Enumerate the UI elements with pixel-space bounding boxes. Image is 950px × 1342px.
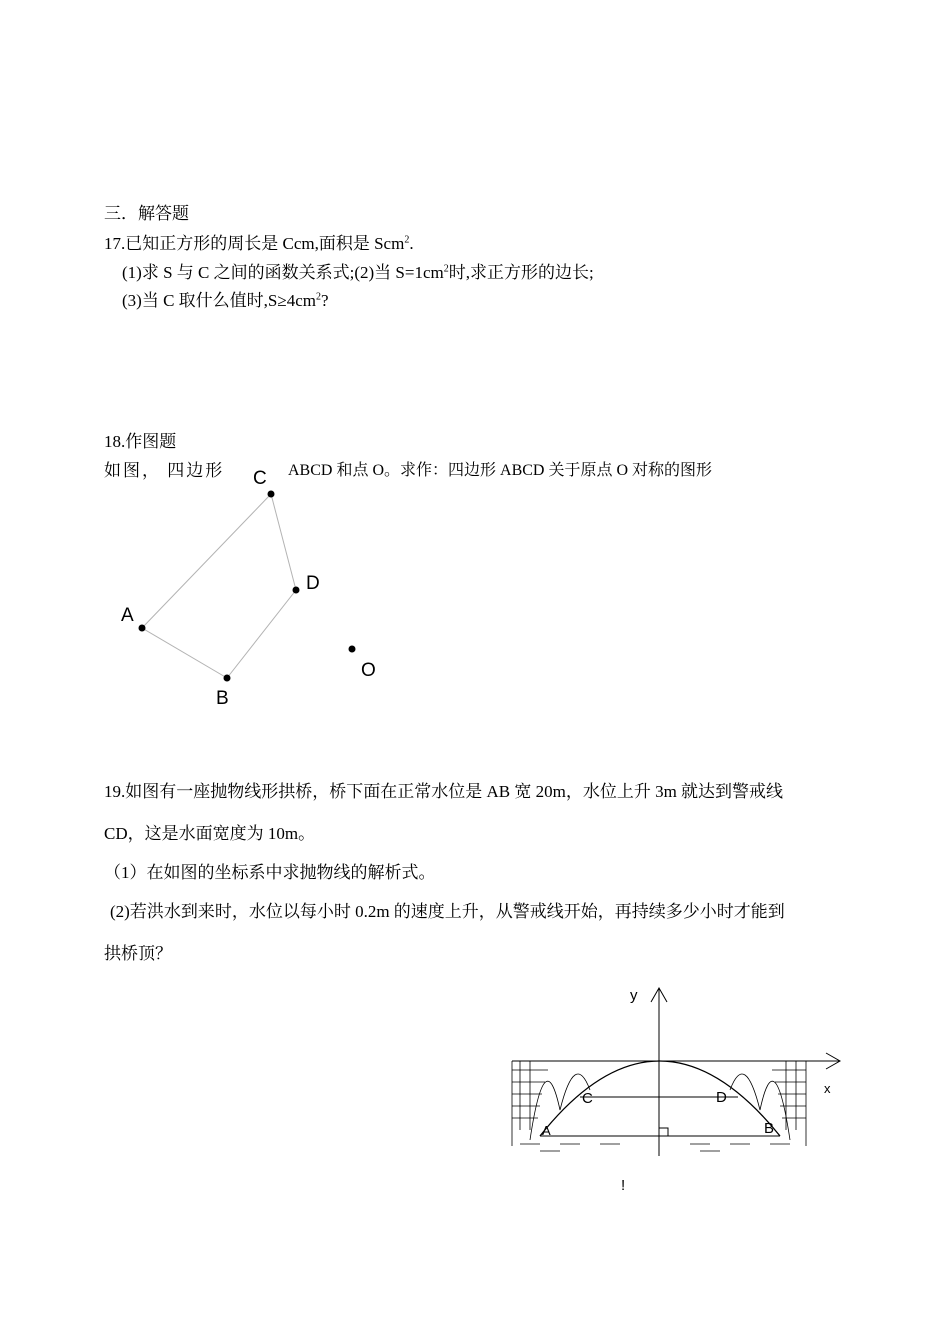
- q17-line-1-sup: 2: [404, 234, 410, 246]
- q17-line-2-sup: 2: [443, 263, 449, 275]
- label-d: D: [306, 573, 320, 594]
- label-b: B: [216, 688, 229, 709]
- water-marks: [520, 1144, 790, 1151]
- bridge-caption: !: [621, 1177, 626, 1194]
- q19-line-1: 19.如图有一座抛物线形拱桥，桥下面在正常水位是 AB 宽 20m，水位上升 3m 就达到警戒线: [104, 782, 784, 801]
- label-a: A: [121, 605, 134, 626]
- q19-line-2: CD，这是水面宽度为 10m。: [104, 824, 316, 843]
- bridge-x-label: x: [824, 1081, 831, 1096]
- label-o: O: [361, 660, 376, 681]
- q18-title: 18.作图题: [104, 432, 177, 451]
- parabola-arch: [540, 1061, 780, 1136]
- q18-text-a: 如图， 四边形: [104, 461, 225, 480]
- bridge-label-c: C: [582, 1090, 593, 1107]
- q17-line-3-end: ?: [320, 291, 329, 310]
- right-angle-mark: [659, 1128, 668, 1136]
- q19-line-5: 拱桥顶？: [104, 944, 172, 963]
- bridge-label-b: B: [764, 1120, 775, 1137]
- q19-line-3: （1）在如图的坐标系中求抛物线的解析式。: [104, 863, 436, 882]
- label-c: C: [253, 468, 267, 489]
- q17-line-1-text: 17.已知正方形的周长是 Ccm,面积是 Scm: [104, 234, 405, 253]
- q17-line-2-text: (1)求 S 与 C 之间的函数关系式;(2)当 S=1cm: [122, 263, 444, 282]
- bridge-y-label: y: [630, 987, 638, 1004]
- section-heading: 三．解答题: [104, 204, 189, 223]
- bridge-label-a: A: [542, 1123, 551, 1138]
- left-bank: [512, 1061, 590, 1146]
- q17-line-3-sup: 2: [315, 291, 321, 303]
- q17-line-1-end: .: [409, 234, 414, 253]
- q17-line-3-text: (3)当 C 取什么值时,S≥4cm: [122, 291, 316, 310]
- bridge-label-d: D: [716, 1089, 727, 1106]
- q17-line-2-end: 时,求正方形的边长;: [448, 263, 594, 282]
- q19-line-4: (2)若洪水到来时，水位以每小时 0.2m 的速度上升，从警戒线开始，再持续多少小时才能到: [110, 902, 785, 921]
- q18-text-b: ABCD 和点 O。求作：四边形 ABCD 关于原点 O 对称的图形: [288, 462, 713, 479]
